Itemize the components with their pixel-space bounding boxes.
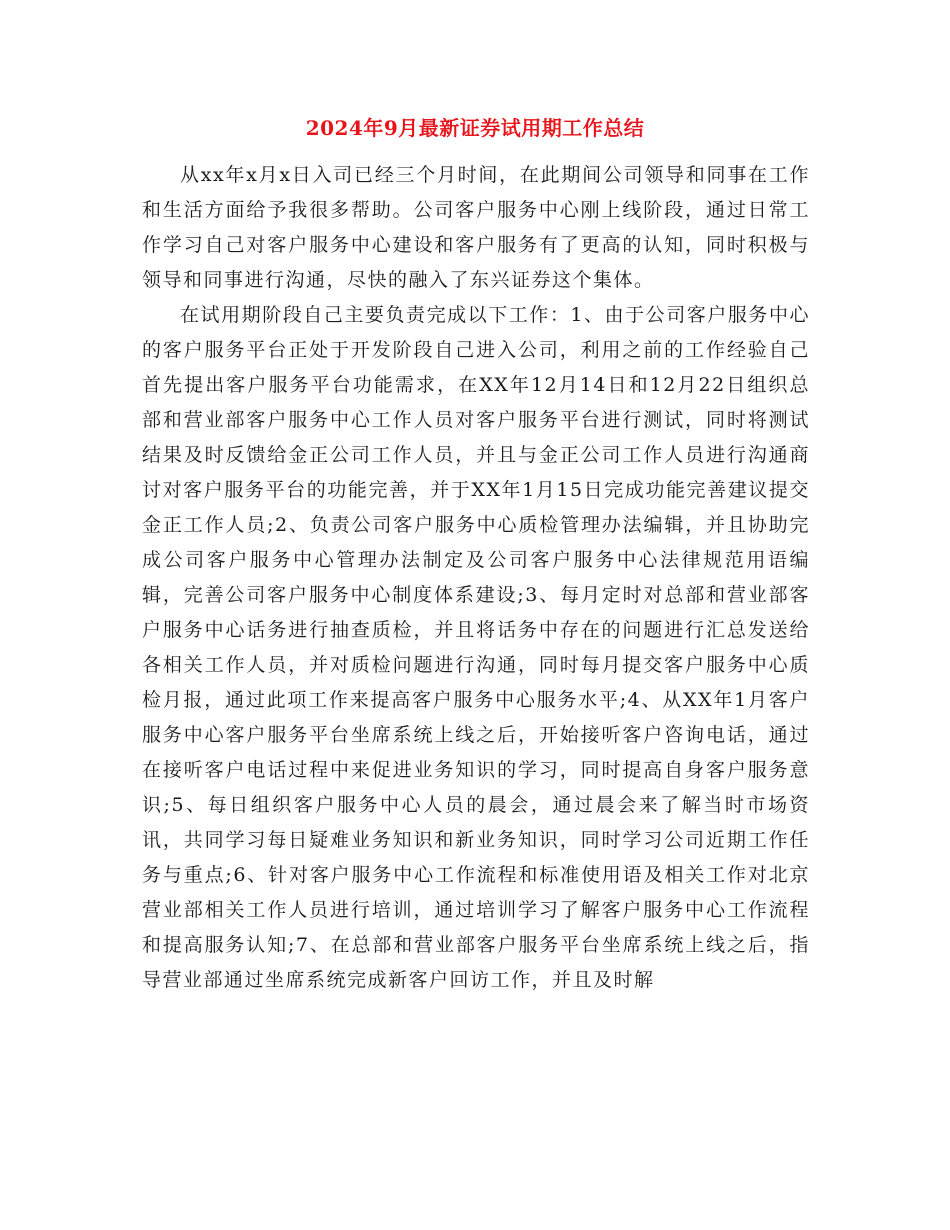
paragraph-1: 从xx年x月x日入司已经三个月时间，在此期间公司领导和同事在工作和生活方面给予我很多帮助。公司客户服务中心刚上线阶段，通过日常工作学习自己对客户服务中心建设和客户服务有了更高的认知，同时积极与领导和同事进行沟通，尽快的融入了东兴证券这个集体。 (142, 164, 810, 291)
paragraph-2: 在试用期阶段自己主要负责完成以下工作：1、由于公司客户服务中心的客户服务平台正处于开发阶段自己进入公司，利用之前的工作经验自己首先提出客户服务平台功能需求，在XX年12月14日和12月22日组织总部和营业部客户服务中心工作人员对客户服务平台进行测试，同时将测试结果及时反馈给金正公司工作人员，并且与金正公司工作人员进行沟通商讨对客户服务平台的功能完善，并于XX年1月15日完成功能完善建议提交金正工作人员;2、负责公司客户服务中心质检管理办法编辑，并且协助完成公司客户服务中心管理办法制定及公司客户服务中心法律规范用语编辑，完善公司客户服务中心制度体系建设;3、每月定时对总部和营业部客户服务中心话务进行抽查质检，并且将话务中存在的问题进行汇总发送给各相关工作人员，并对质检问题进行沟通，同时每月提交客户服务中心质检月报，通过此项工作来提高客户服务中心服务水平;4、从XX年1月客户服务中心客户服务平台坐席系统上线之后，开始接听客户咨询电话，通过在接听客户电话过程中来促进业务知识的学习，同时提高自身客户服务意识;5、每日组织客户服务中心人员的晨会，通过晨会来了解当时市场资讯，共同学习每日疑难业务知识和新业务知识，同时学习公司近期工作任务与重点;6、针对客户服务中心工作流程和标准使用语及相关工作对北京营业部相关工作人员进行培训，通过培训学习了解客户服务中心工作流程和提高服务认知;7、在总部和营业部客户服务平台坐席系统上线之后，指导营业部通过坐席系统完成新客户回访工作，并且及时解 (142, 304, 810, 991)
document-title: 2024年9月最新证券试用期工作总结 (305, 116, 645, 140)
document-body (142, 158, 810, 998)
